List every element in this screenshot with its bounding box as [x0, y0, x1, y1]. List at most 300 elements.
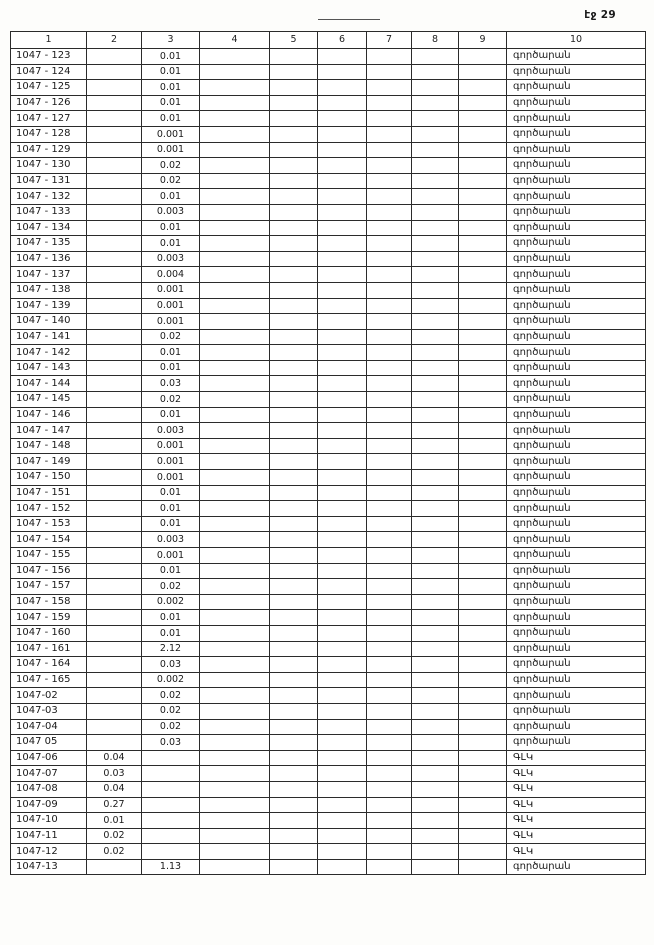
cell-col8: [412, 750, 459, 766]
cell-col2: [87, 594, 142, 610]
cell-col4: [200, 251, 270, 267]
cell-col2: [87, 407, 142, 423]
cell-col1: 1047 - 149: [11, 454, 87, 470]
table-row: [11, 298, 646, 314]
cell-col6: [318, 735, 367, 751]
cell-col5: [270, 828, 318, 844]
cell-col8: [412, 236, 459, 252]
cell-col1: 1047 - 141: [11, 329, 87, 345]
cell-col3: 0.001: [142, 298, 200, 314]
cell-col10: գործարան: [507, 49, 646, 65]
cell-col9: [459, 329, 507, 345]
cell-col4: [200, 672, 270, 688]
cell-col8: [412, 781, 459, 797]
table-row: [11, 236, 646, 252]
table-row: [11, 345, 646, 361]
cell-col4: [200, 828, 270, 844]
cell-col3: 0.001: [142, 142, 200, 158]
cell-col2: [87, 80, 142, 96]
table-row: [11, 750, 646, 766]
cell-col4: [200, 282, 270, 298]
cell-col2: [87, 579, 142, 595]
cell-col6: [318, 563, 367, 579]
cell-col8: [412, 282, 459, 298]
cell-col4: [200, 844, 270, 860]
cell-col2: [87, 625, 142, 641]
cell-col9: [459, 797, 507, 813]
cell-col6: [318, 173, 367, 189]
cell-col8: [412, 579, 459, 595]
cell-col3: 0.01: [142, 407, 200, 423]
cell-col6: [318, 376, 367, 392]
table-row: [11, 625, 646, 641]
cell-col5: [270, 532, 318, 548]
cell-col10: գործարան: [507, 859, 646, 875]
cell-col3: 0.02: [142, 579, 200, 595]
cell-col3: 0.01: [142, 189, 200, 205]
cell-col7: [367, 376, 412, 392]
cell-col9: [459, 641, 507, 657]
cell-col6: [318, 532, 367, 548]
column-header-4: 4: [200, 32, 270, 49]
cell-col2: [87, 189, 142, 205]
cell-col5: [270, 859, 318, 875]
cell-col4: [200, 750, 270, 766]
cell-col9: [459, 828, 507, 844]
cell-col7: [367, 314, 412, 330]
cell-col8: [412, 828, 459, 844]
cell-col6: [318, 111, 367, 127]
cell-col3: [142, 828, 200, 844]
cell-col6: [318, 719, 367, 735]
cell-col3: 0.03: [142, 376, 200, 392]
cell-col5: [270, 220, 318, 236]
cell-col7: [367, 111, 412, 127]
cell-col4: [200, 859, 270, 875]
cell-col7: [367, 781, 412, 797]
cell-col3: 0.02: [142, 329, 200, 345]
cell-col2: [87, 719, 142, 735]
cell-col5: [270, 641, 318, 657]
cell-col9: [459, 672, 507, 688]
cell-col8: [412, 641, 459, 657]
cell-col10: գործարան: [507, 563, 646, 579]
cell-col5: [270, 142, 318, 158]
cell-col5: [270, 657, 318, 673]
cell-col7: [367, 501, 412, 517]
cell-col5: [270, 360, 318, 376]
cell-col2: [87, 95, 142, 111]
cell-col7: [367, 360, 412, 376]
cell-col10: գործարան: [507, 189, 646, 205]
table-row: [11, 532, 646, 548]
cell-col3: 0.003: [142, 204, 200, 220]
table-row: [11, 204, 646, 220]
cell-col3: 0.01: [142, 360, 200, 376]
cell-col7: [367, 516, 412, 532]
cell-col6: [318, 625, 367, 641]
cell-col4: [200, 126, 270, 142]
cell-col5: [270, 267, 318, 283]
cell-col1: 1047 - 135: [11, 236, 87, 252]
cell-col7: [367, 267, 412, 283]
cell-col4: [200, 548, 270, 564]
cell-col10: գործարան: [507, 80, 646, 96]
cell-col2: [87, 111, 142, 127]
cell-col4: [200, 485, 270, 501]
cell-col3: 0.003: [142, 251, 200, 267]
cell-col6: [318, 548, 367, 564]
cell-col1: 1047 - 127: [11, 111, 87, 127]
cell-col9: [459, 189, 507, 205]
cell-col4: [200, 797, 270, 813]
table-row: [11, 719, 646, 735]
cell-col9: [459, 454, 507, 470]
table-row: [11, 438, 646, 454]
cell-col6: [318, 329, 367, 345]
cell-col3: [142, 813, 200, 829]
cell-col1: 1047 - 134: [11, 220, 87, 236]
cell-col8: [412, 204, 459, 220]
cell-col8: [412, 298, 459, 314]
cell-col4: [200, 423, 270, 439]
cell-col7: [367, 329, 412, 345]
cell-col6: [318, 49, 367, 65]
cell-col3: 0.01: [142, 516, 200, 532]
cell-col3: 1.13: [142, 859, 200, 875]
cell-col3: 0.01: [142, 563, 200, 579]
cell-col4: [200, 111, 270, 127]
cell-col4: [200, 173, 270, 189]
cell-col7: [367, 797, 412, 813]
cell-col5: [270, 423, 318, 439]
cell-col10: գործարան: [507, 735, 646, 751]
cell-col4: [200, 703, 270, 719]
cell-col9: [459, 703, 507, 719]
cell-col10: գործարան: [507, 173, 646, 189]
cell-col7: [367, 470, 412, 486]
cell-col5: [270, 470, 318, 486]
cell-col9: [459, 844, 507, 860]
table-row: [11, 189, 646, 205]
cell-col1: 1047 - 128: [11, 126, 87, 142]
cell-col6: [318, 672, 367, 688]
cell-col5: [270, 345, 318, 361]
cell-col9: [459, 766, 507, 782]
cell-col1: 1047-02: [11, 688, 87, 704]
cell-col2: [87, 688, 142, 704]
cell-col8: [412, 703, 459, 719]
cell-col8: [412, 376, 459, 392]
table-row: [11, 64, 646, 80]
table-row: [11, 142, 646, 158]
cell-col1: 1047 - 123: [11, 49, 87, 65]
cell-col9: [459, 64, 507, 80]
cell-col4: [200, 158, 270, 174]
cell-col6: [318, 594, 367, 610]
cell-col4: [200, 454, 270, 470]
cell-col2: [87, 501, 142, 517]
cell-col5: [270, 579, 318, 595]
cell-col10: գործարան: [507, 610, 646, 626]
cell-col8: [412, 735, 459, 751]
cell-col10: գործարան: [507, 657, 646, 673]
cell-col1: 1047 - 151: [11, 485, 87, 501]
cell-col5: [270, 189, 318, 205]
cell-col4: [200, 360, 270, 376]
cell-col1: 1047 - 136: [11, 251, 87, 267]
cell-col3: [142, 797, 200, 813]
column-header-1: 1: [11, 32, 87, 49]
cell-col7: [367, 189, 412, 205]
cell-col3: [142, 766, 200, 782]
cell-col3: 0.01: [142, 111, 200, 127]
cell-col8: [412, 719, 459, 735]
cell-col7: [367, 844, 412, 860]
cell-col4: [200, 142, 270, 158]
cell-col1: 1047-12: [11, 844, 87, 860]
table-row: [11, 111, 646, 127]
cell-col3: 0.01: [142, 49, 200, 65]
cell-col10: գործարան: [507, 329, 646, 345]
cell-col6: [318, 204, 367, 220]
cell-col4: [200, 688, 270, 704]
cell-col2: [87, 610, 142, 626]
cell-col2: [87, 64, 142, 80]
cell-col2: [87, 251, 142, 267]
cell-col8: [412, 454, 459, 470]
cell-col8: [412, 657, 459, 673]
cell-col8: [412, 797, 459, 813]
cell-col9: [459, 204, 507, 220]
cell-col9: [459, 158, 507, 174]
cell-col4: [200, 376, 270, 392]
cell-col3: 0.01: [142, 95, 200, 111]
cell-col7: [367, 407, 412, 423]
cell-col8: [412, 64, 459, 80]
cell-col8: [412, 423, 459, 439]
cell-col10: ԳԼԿ: [507, 844, 646, 860]
cell-col8: [412, 859, 459, 875]
cell-col4: [200, 641, 270, 657]
cell-col7: [367, 750, 412, 766]
cell-col10: գործարան: [507, 251, 646, 267]
table-row: [11, 516, 646, 532]
cell-col3: 0.02: [142, 392, 200, 408]
cell-col8: [412, 189, 459, 205]
column-header-9: 9: [459, 32, 507, 49]
table-row: [11, 844, 646, 860]
cell-col3: 0.003: [142, 423, 200, 439]
cell-col1: 1047 - 143: [11, 360, 87, 376]
cell-col2: [87, 282, 142, 298]
table-row: [11, 267, 646, 283]
cell-col5: [270, 719, 318, 735]
cell-col8: [412, 688, 459, 704]
cell-col4: [200, 470, 270, 486]
cell-col10: գործարան: [507, 641, 646, 657]
cell-col10: գործարան: [507, 392, 646, 408]
cell-col5: [270, 80, 318, 96]
cell-col2: [87, 298, 142, 314]
cell-col10: գործարան: [507, 407, 646, 423]
cell-col6: [318, 314, 367, 330]
cell-col8: [412, 516, 459, 532]
cell-col2: [87, 392, 142, 408]
cell-col5: [270, 64, 318, 80]
cell-col5: [270, 485, 318, 501]
cell-col10: գործարան: [507, 95, 646, 111]
table-row: [11, 158, 646, 174]
table-header-row: [11, 32, 646, 49]
cell-col1: 1047-07: [11, 766, 87, 782]
cell-col4: [200, 766, 270, 782]
cell-col6: [318, 859, 367, 875]
cell-col3: 0.02: [142, 173, 200, 189]
cell-col9: [459, 470, 507, 486]
table-row: [11, 126, 646, 142]
cell-col10: գործարան: [507, 345, 646, 361]
cell-col2: [87, 703, 142, 719]
cell-col9: [459, 579, 507, 595]
cell-col7: [367, 703, 412, 719]
cell-col5: [270, 548, 318, 564]
cell-col6: [318, 423, 367, 439]
cell-col10: գործարան: [507, 516, 646, 532]
cell-col2: [87, 454, 142, 470]
cell-col1: 1047 - 152: [11, 501, 87, 517]
cell-col3: 0.01: [142, 64, 200, 80]
cell-col3: 0.01: [142, 485, 200, 501]
cell-col5: [270, 392, 318, 408]
cell-col5: [270, 204, 318, 220]
cell-col4: [200, 298, 270, 314]
table-row: [11, 797, 646, 813]
cell-col7: [367, 828, 412, 844]
cell-col10: գործարան: [507, 688, 646, 704]
cell-col6: [318, 470, 367, 486]
cell-col3: 0.001: [142, 282, 200, 298]
table-row: [11, 781, 646, 797]
cell-col1: 1047 - 160: [11, 625, 87, 641]
column-header-8: 8: [412, 32, 459, 49]
cell-col1: 1047 - 125: [11, 80, 87, 96]
cell-col3: 0.02: [142, 703, 200, 719]
cell-col6: [318, 392, 367, 408]
cell-col6: [318, 579, 367, 595]
table-row: [11, 594, 646, 610]
cell-col4: [200, 314, 270, 330]
cell-col1: 1047 - 148: [11, 438, 87, 454]
cell-col1: 1047 - 133: [11, 204, 87, 220]
cell-col7: [367, 95, 412, 111]
cell-col8: [412, 501, 459, 517]
cell-col4: [200, 267, 270, 283]
cell-col8: [412, 267, 459, 283]
cell-col5: [270, 329, 318, 345]
cell-col10: գործարան: [507, 158, 646, 174]
cell-col8: [412, 329, 459, 345]
cell-col1: 1047 - 155: [11, 548, 87, 564]
cell-col7: [367, 719, 412, 735]
table-row: [11, 735, 646, 751]
cell-col2: 0.04: [87, 781, 142, 797]
cell-col7: [367, 688, 412, 704]
cell-col4: [200, 625, 270, 641]
cell-col10: գործարան: [507, 672, 646, 688]
cell-col3: 0.01: [142, 625, 200, 641]
cell-col8: [412, 173, 459, 189]
column-header-5: 5: [270, 32, 318, 49]
cell-col6: [318, 142, 367, 158]
column-header-3: 3: [142, 32, 200, 49]
cell-col9: [459, 423, 507, 439]
cell-col5: [270, 797, 318, 813]
cell-col5: [270, 95, 318, 111]
cell-col7: [367, 236, 412, 252]
table-row: [11, 688, 646, 704]
cell-col8: [412, 470, 459, 486]
cell-col6: [318, 610, 367, 626]
cell-col3: 0.01: [142, 345, 200, 361]
cell-col7: [367, 423, 412, 439]
cell-col10: գործարան: [507, 126, 646, 142]
page-number-label: էջ 29: [584, 9, 616, 21]
cell-col6: [318, 485, 367, 501]
cell-col9: [459, 735, 507, 751]
cell-col3: 0.02: [142, 158, 200, 174]
table-row: [11, 859, 646, 875]
cell-col7: [367, 485, 412, 501]
table-row: [11, 251, 646, 267]
cell-col8: [412, 594, 459, 610]
cell-col4: [200, 657, 270, 673]
cell-col5: [270, 813, 318, 829]
cell-col5: [270, 298, 318, 314]
cell-col9: [459, 859, 507, 875]
cell-col6: [318, 501, 367, 517]
cell-col10: գործարան: [507, 485, 646, 501]
cell-col1: 1047-08: [11, 781, 87, 797]
cell-col6: [318, 158, 367, 174]
cell-col7: [367, 438, 412, 454]
cell-col5: [270, 376, 318, 392]
table-body: [11, 49, 646, 875]
cell-col4: [200, 735, 270, 751]
data-table: [10, 31, 646, 875]
cell-col4: [200, 189, 270, 205]
table-row: [11, 470, 646, 486]
cell-col2: [87, 657, 142, 673]
column-header-2: 2: [87, 32, 142, 49]
cell-col4: [200, 345, 270, 361]
cell-col1: 1047 - 165: [11, 672, 87, 688]
cell-col8: [412, 360, 459, 376]
cell-col9: [459, 298, 507, 314]
cell-col2: [87, 329, 142, 345]
cell-col5: [270, 688, 318, 704]
cell-col8: [412, 158, 459, 174]
cell-col3: 0.001: [142, 314, 200, 330]
cell-col9: [459, 111, 507, 127]
cell-col6: [318, 345, 367, 361]
cell-col7: [367, 532, 412, 548]
cell-col1: 1047-06: [11, 750, 87, 766]
table-row: [11, 610, 646, 626]
cell-col10: գործարան: [507, 501, 646, 517]
cell-col7: [367, 454, 412, 470]
cell-col10: ԳԼԿ: [507, 750, 646, 766]
